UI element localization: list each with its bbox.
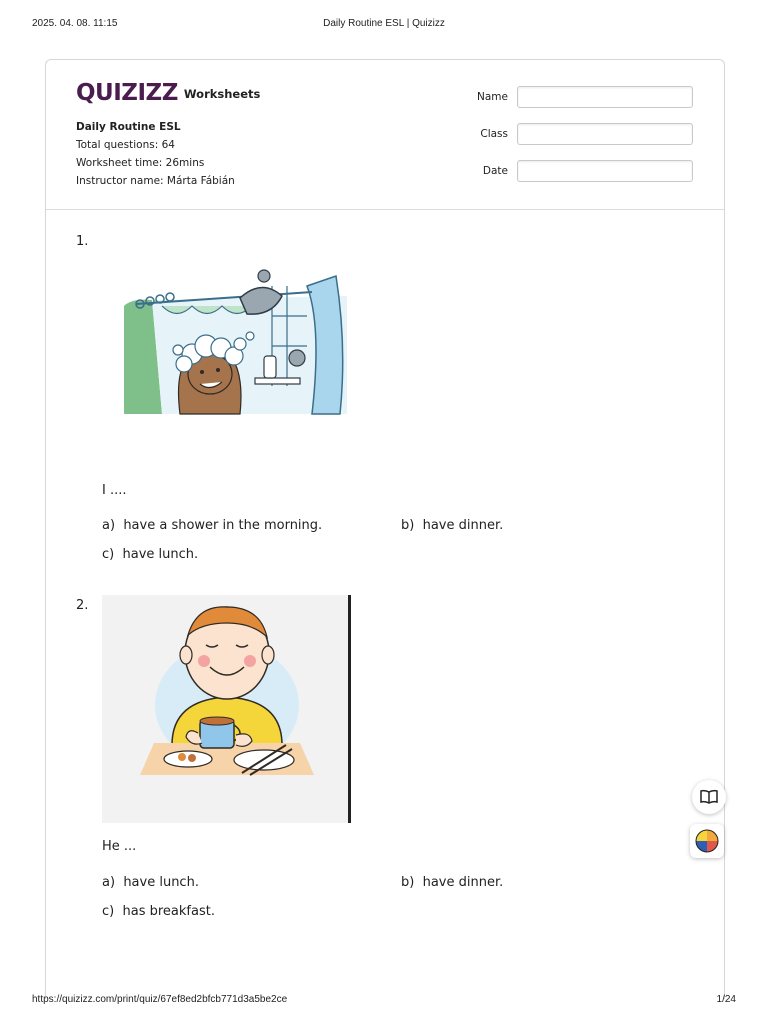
option-b [401, 518, 503, 533]
date-field-row [476, 160, 694, 197]
logo-wordmark: QUIZIZZ [76, 80, 178, 106]
quizizz-pie-icon [695, 829, 719, 853]
worksheet-time: Worksheet time: 26mins [76, 157, 205, 169]
option-text: has breakfast. [122, 904, 215, 919]
option-letter: a) [102, 875, 116, 890]
worksheet-title: Daily Routine ESL [76, 121, 181, 133]
option-c [102, 904, 215, 919]
reader-book-icon [700, 789, 718, 805]
page-number: 1/24 [716, 994, 736, 1005]
print-header [0, 0, 768, 40]
name-field-row [476, 86, 694, 123]
instructor-name: Instructor name: Márta Fábián [76, 175, 235, 187]
print-timestamp: 2025. 04. 08. 11:15 [32, 18, 118, 29]
option-text: have a shower in the morning. [123, 518, 323, 533]
option-letter: b) [401, 518, 415, 533]
option-letter: c) [102, 904, 115, 919]
total-questions: Total questions: 64 [76, 139, 175, 151]
name-label: Name [477, 91, 508, 103]
name-field[interactable] [517, 86, 693, 108]
option-letter: b) [401, 875, 415, 890]
date-label: Date [482, 165, 508, 177]
option-a [102, 875, 199, 890]
question-prompt: I .... [102, 483, 127, 498]
shower-illustration-icon [122, 266, 347, 416]
worksheet-sheet [45, 59, 725, 999]
logo-subtitle: Worksheets [183, 87, 261, 101]
option-text: have dinner. [422, 518, 504, 533]
quizizz-assistant-button[interactable] [690, 824, 724, 858]
question-number: 2. [76, 598, 89, 613]
option-letter: c) [102, 547, 115, 562]
print-page-title: Daily Routine ESL | Quizizz [323, 18, 445, 29]
breakfast-illustration-icon [102, 595, 352, 823]
print-url: https://quizizz.com/print/quiz/67ef8ed2bfcb771d3a5be2ce [32, 994, 288, 1005]
class-field[interactable] [517, 123, 693, 145]
student-fields [476, 86, 694, 197]
option-c [102, 547, 198, 562]
option-a [102, 518, 322, 533]
worksheet-meta [76, 118, 235, 190]
class-field-row [476, 123, 694, 160]
option-text: have dinner. [422, 875, 504, 890]
class-label: Class [480, 128, 508, 140]
worksheet-header [46, 60, 724, 210]
option-b [401, 875, 503, 890]
option-text: have lunch. [122, 547, 199, 562]
reader-button[interactable] [692, 780, 726, 814]
option-text: have lunch. [123, 875, 199, 890]
option-letter: a) [102, 518, 116, 533]
date-field[interactable] [517, 160, 693, 182]
quizizz-logo [76, 80, 260, 106]
question-number: 1. [76, 234, 89, 249]
question-prompt: He ... [102, 839, 137, 854]
print-footer [0, 994, 768, 1014]
